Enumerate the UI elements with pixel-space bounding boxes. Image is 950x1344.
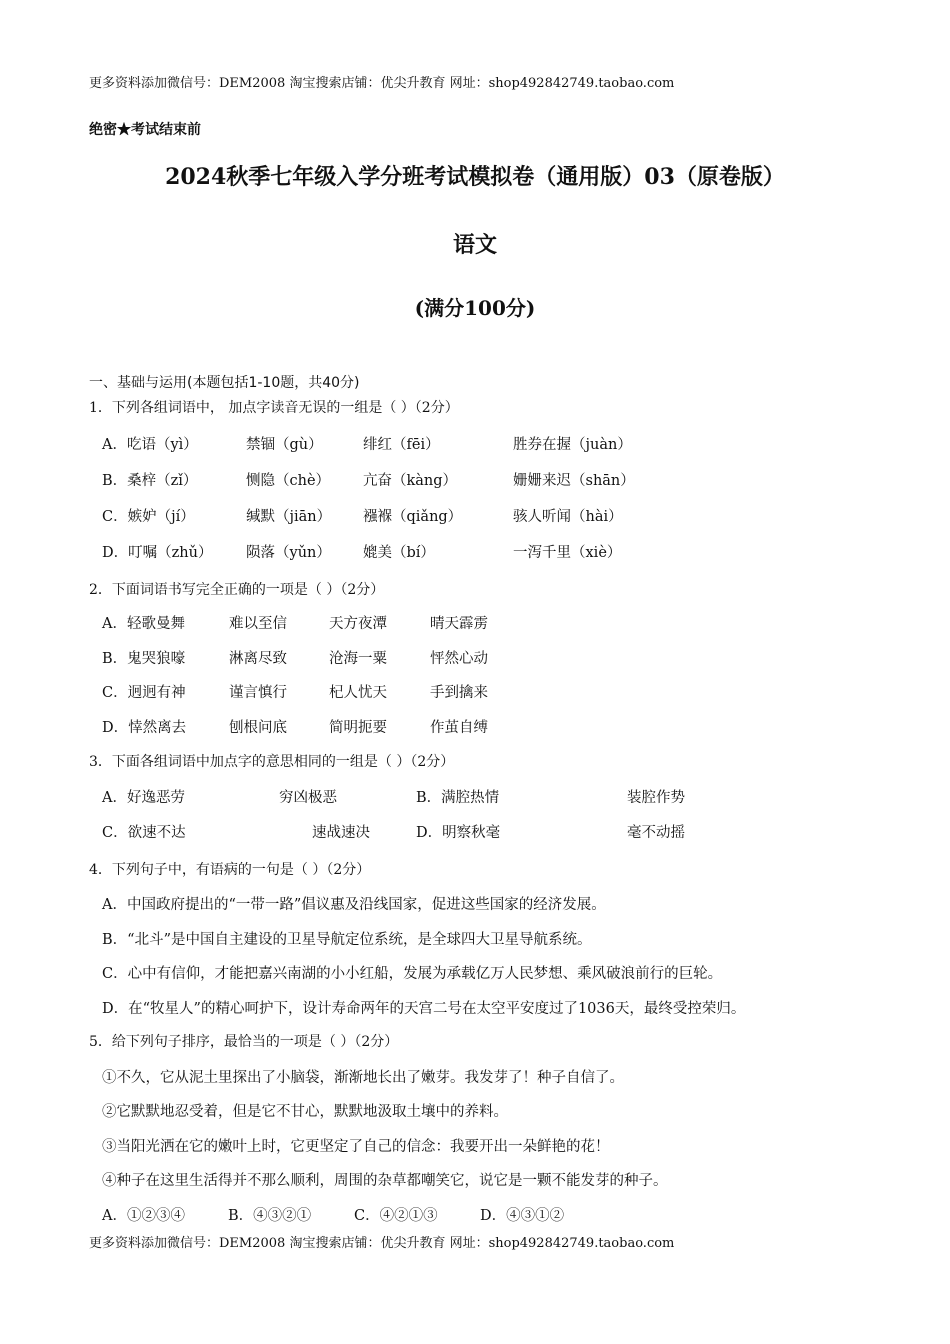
q1-option-d-3: 媲美（bí）	[363, 545, 435, 561]
q1-option-d-1: D．叮嘱（zhǔ）	[102, 545, 213, 561]
q2-option-c-4: 手到擒来	[430, 685, 488, 701]
q1-option-a-4: 胜券在握（juàn）	[513, 437, 632, 453]
q5-choice-b: B．④③②①	[228, 1208, 312, 1224]
page-header: 更多资料添加微信号：DEM2008 淘宝搜索店铺：优尖升教育 网址：shop492842749.taobao.com	[89, 76, 675, 91]
q1-option-c-3: 襁褓（qiǎng）	[363, 509, 463, 525]
page-footer: 更多资料添加微信号：DEM2008 淘宝搜索店铺：优尖升教育 网址：shop492842749.taobao.com	[89, 1236, 675, 1251]
q5-sentence-4: ④种子在这里生活得并不那么顺利，周围的杂草都嘲笑它，说它是一颗不能发芽的种子。	[102, 1173, 668, 1189]
q3-option-d-1: D．明察秋毫	[416, 825, 501, 841]
q4-option-b: B．“北斗”是中国自主建设的卫星导航定位系统，是全球四大卫星导航系统。	[102, 932, 592, 948]
q5-sentence-1: ①不久，它从泥土里探出了小脑袋，渐渐地长出了嫩芽。我发芽了！种子自信了。	[102, 1070, 624, 1086]
section-1-title: 一、基础与运用(本题包括1-10题，共40分)	[89, 375, 360, 391]
q5-choice-d: D．④③①②	[480, 1208, 565, 1224]
q2-option-d-3: 简明扼要	[329, 720, 387, 736]
q2-option-a-3: 天方夜潭	[329, 616, 387, 632]
subject-title: 语文	[452, 232, 497, 258]
q2-option-c-1: C．迥迥有神	[102, 685, 186, 701]
q2-option-a-2: 难以至信	[229, 616, 287, 632]
question-4-stem: 4．下列句子中，有语病的一句是（ ）（2分）	[89, 862, 371, 878]
q3-option-c-2: 速战速决	[312, 825, 370, 841]
q3-option-a-2: 穷凶极恶	[279, 790, 337, 806]
q1-option-c-1: C．嫉妒（jí）	[102, 509, 195, 525]
q5-choice-c: C．④②①③	[354, 1208, 438, 1224]
q1-option-c-4: 骇人听闻（hài）	[513, 509, 623, 525]
question-2-stem: 2．下面词语书写完全正确的一项是（ ）（2分）	[89, 582, 385, 598]
q2-option-b-3: 沧海一粟	[329, 651, 387, 667]
q2-option-c-3: 杞人忧天	[329, 685, 387, 701]
q2-option-d-4: 作茧自缚	[430, 720, 488, 736]
q5-sentence-3: ③当阳光洒在它的嫩叶上时，它更坚定了自己的信念：我要开出一朵鲜艳的花！	[102, 1139, 610, 1155]
q2-option-b-1: B．鬼哭狼嚎	[102, 651, 186, 667]
q3-option-c-1: C．欲速不达	[102, 825, 186, 841]
q2-option-b-4: 怦然心动	[430, 651, 488, 667]
question-5-stem: 5．给下列句子排序，最恰当的一项是（ ）（2分）	[89, 1034, 399, 1050]
q5-choice-a: A．①②③④	[102, 1208, 185, 1224]
full-score: (满分100分)	[414, 296, 536, 320]
q1-option-a-2: 禁锢（gù）	[246, 437, 323, 453]
q4-option-a: A．中国政府提出的“一带一路”倡议惠及沿线国家，促进这些国家的经济发展。	[102, 897, 606, 913]
q1-option-a-3: 绯红（fēi）	[363, 437, 440, 453]
secret-label: 绝密★考试结束前	[89, 122, 201, 138]
q2-option-a-4: 晴天霹雳	[430, 616, 488, 632]
q2-option-d-2: 刨根问底	[229, 720, 287, 736]
q2-option-c-2: 谨言慎行	[229, 685, 287, 701]
q1-option-b-3: 亢奋（kàng）	[363, 473, 458, 489]
q3-option-b-1: B．满腔热情	[416, 790, 500, 806]
q2-option-d-1: D．悻然离去	[102, 720, 187, 736]
q3-option-b-2: 装腔作势	[627, 790, 685, 806]
q1-option-d-2: 陨落（yǔn）	[246, 545, 331, 561]
q1-option-b-4: 姗姗来迟（shān）	[513, 473, 635, 489]
q1-option-b-1: B．桑梓（zǐ）	[102, 473, 198, 489]
q2-option-b-2: 淋离尽致	[229, 651, 287, 667]
q3-option-a-1: A．好逸恶劳	[102, 790, 185, 806]
page-title: 2024秋季七年级入学分班考试模拟卷（通用版）03（原卷版）	[165, 164, 785, 190]
q5-sentence-2: ②它默默地忍受着，但是它不甘心，默默地汲取土壤中的养料。	[102, 1104, 508, 1120]
question-1-stem: 1．下列各组词语中， 加点字读音无误的一组是（ ）（2分）	[89, 400, 459, 416]
q1-option-c-2: 缄默（jiān）	[246, 509, 332, 525]
q4-option-c: C．心中有信仰，才能把嘉兴南湖的小小红船，发展为承载亿万人民梦想、乘风破浪前行的巨轮。	[102, 966, 723, 982]
q1-option-a-1: A．吃语（yì）	[102, 437, 198, 453]
q4-option-d: D．在“牧星人”的精心呵护下，设计寿命两年的天宫二号在太空平安度过了1036天，最终受控荣归。	[102, 1001, 746, 1017]
q3-option-d-2: 毫不动摇	[627, 825, 685, 841]
q1-option-b-2: 恻隐（chè）	[246, 473, 331, 489]
q2-option-a-1: A．轻歌曼舞	[102, 616, 185, 632]
question-3-stem: 3．下面各组词语中加点字的意思相同的一组是（ ）（2分）	[89, 754, 455, 770]
q1-option-d-4: 一泻千里（xiè）	[513, 545, 622, 561]
